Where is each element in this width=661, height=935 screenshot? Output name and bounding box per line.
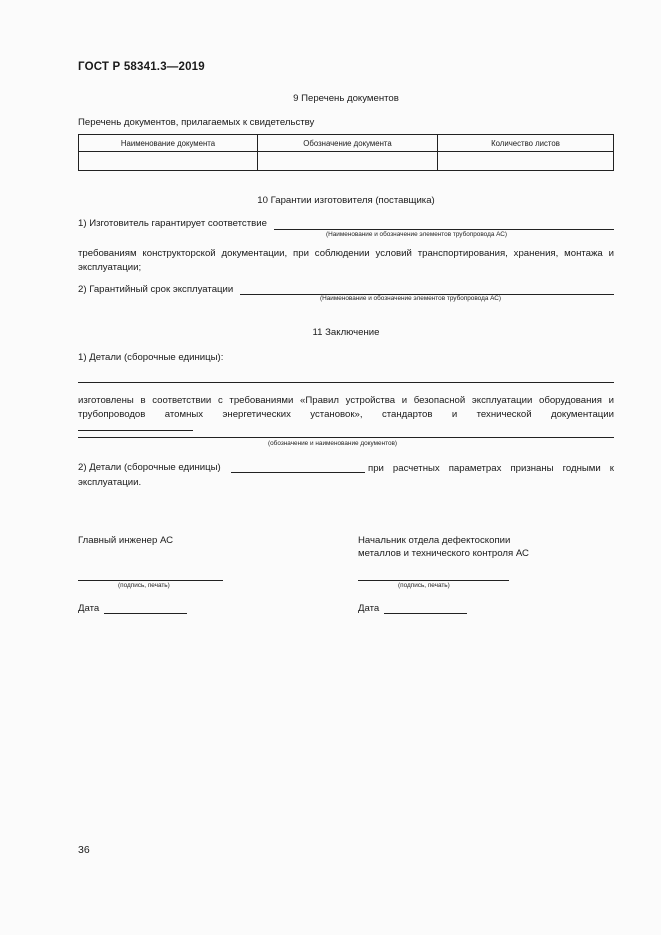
section-10-title: 10 Гарантии изготовителя (поставщика)	[257, 195, 435, 206]
warranty-period-caption: (Наименование и обозначение элементов трубопровода АС)	[320, 295, 502, 302]
date-fill-line-right[interactable]	[384, 613, 467, 614]
inspection-head-signature-caption: (подпись, печать)	[398, 582, 450, 589]
conclusion-text	[78, 394, 614, 436]
chief-engineer-title: Главный инженер АС	[78, 535, 174, 546]
inspection-head-title-2: металлов и технического контроля АС	[358, 548, 529, 559]
date-label-left: Дата	[78, 603, 100, 614]
column-header-designation: Обозначение документа	[258, 135, 438, 152]
chief-engineer-signature-caption: (подпись, печать)	[118, 582, 170, 589]
inspection-head-title-1: Начальник отдела дефектоскопии	[358, 535, 511, 546]
date-label-right: Дата	[358, 603, 380, 614]
table-cell[interactable]	[258, 152, 438, 171]
documents-caption: (обозначение и наименование документов)	[268, 440, 398, 447]
page-number: 36	[78, 844, 90, 856]
section-9-intro: Перечень документов, прилагаемых к свидетельству	[78, 117, 315, 128]
column-header-name: Наименование документа	[79, 135, 258, 152]
documents-table	[78, 134, 614, 171]
table-header-row	[79, 135, 614, 152]
documents-fill-line[interactable]	[78, 437, 614, 438]
table-cell[interactable]	[438, 152, 614, 171]
table-cell[interactable]	[79, 152, 258, 171]
guarantee-fill-line[interactable]	[274, 229, 614, 230]
guarantee-label: 1) Изготовитель гарантирует соответствие	[78, 218, 267, 229]
warranty-period-label: 2) Гарантийный срок эксплуатации	[78, 284, 234, 295]
table-row	[79, 152, 614, 171]
guarantee-caption: (Наименование и обозначение элементов трубопровода АС)	[326, 231, 508, 238]
date-fill-line-left[interactable]	[104, 613, 187, 614]
column-header-sheets: Количество листов	[438, 135, 614, 152]
tech-doc-fill-line[interactable]	[78, 421, 193, 431]
conclusion-item-2-text: при расчетных параметрах признаны годными к эксплуатации.	[78, 463, 614, 488]
guarantee-text: требованиям конструкторской документации, при соблюдении условий транспортирования, хранения, монтажа и эксплуатации;	[78, 248, 614, 273]
conclusion-item-2-label: 2) Детали (сборочные единицы)	[78, 462, 221, 473]
section-11-title: 11 Заключение	[312, 327, 380, 338]
conclusion-text-body: изготовлены в соответствии с требованиями «Правил устройства и безопасной эксплуатации оборудования и трубопроводов атомных энергетических установок», стандартов и технической документации	[78, 395, 614, 420]
section-9-title: 9 Перечень документов	[293, 93, 399, 104]
inspection-head-signature-line[interactable]	[358, 580, 509, 581]
parts-fill-line[interactable]	[78, 382, 614, 383]
conclusion-item-1: 1) Детали (сборочные единицы):	[78, 352, 224, 363]
chief-engineer-signature-line[interactable]	[78, 580, 223, 581]
document-standard-header: ГОСТ Р 58341.3—2019	[78, 61, 205, 73]
